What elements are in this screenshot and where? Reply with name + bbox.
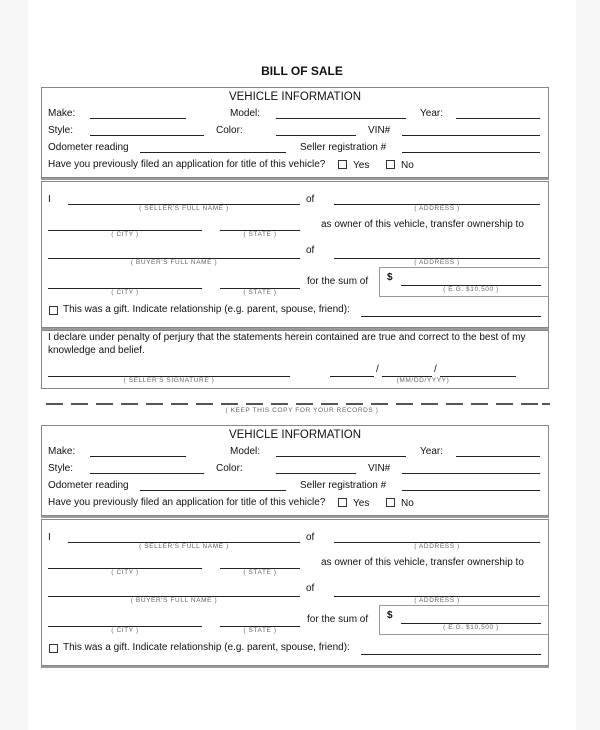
buyer-state-caption: ( STATE ) — [243, 289, 277, 296]
seller-address-caption: ( ADDRESS ) — [414, 205, 460, 212]
sellers-full-name-caption: ( SELLER'S FULL NAME ) — [139, 543, 229, 550]
bill-of-sale-page — [28, 0, 576, 730]
keep-copy-note: ( KEEP THIS COPY FOR YOUR RECORDS ) — [225, 407, 379, 414]
buyer-address-caption: ( ADDRESS ) — [414, 597, 460, 604]
dollar-sign: $ — [387, 610, 393, 621]
of-label-2: of — [306, 583, 315, 594]
sum-label: for the sum of — [307, 276, 369, 287]
style-input[interactable] — [90, 473, 204, 474]
yes-checkbox[interactable] — [338, 498, 347, 507]
model-input[interactable] — [276, 456, 406, 457]
buyer-state-caption: ( STATE ) — [243, 627, 277, 634]
odometer-label: Odometer reading — [48, 142, 129, 153]
relationship-input[interactable] — [361, 654, 541, 655]
year-label: Year: — [420, 108, 443, 119]
gift-text: This was a gift. Indicate relationship (e.g. parent, spouse, friend): — [63, 304, 350, 315]
odometer-input[interactable] — [140, 152, 286, 153]
section-divider — [41, 666, 549, 668]
yes-label: Yes — [353, 498, 370, 509]
of-label-2: of — [306, 245, 315, 256]
seller-address-caption: ( ADDRESS ) — [414, 543, 460, 550]
section-divider — [41, 516, 549, 518]
title-question: Have you previously filed an application for title of this vehicle? — [48, 497, 326, 508]
color-label: Color: — [216, 463, 243, 474]
seller-registration-label: Seller registration # — [300, 142, 387, 153]
model-label: Model: — [230, 108, 261, 119]
vin-label: VIN# — [368, 125, 391, 136]
section-divider — [41, 178, 549, 180]
declaration-line-2: knowledge and belief. — [48, 345, 145, 356]
style-label: Style: — [48, 463, 74, 474]
vehicle-info-header: VEHICLE INFORMATION — [228, 91, 362, 103]
model-input[interactable] — [276, 118, 406, 119]
vin-label: VIN# — [368, 463, 391, 474]
seller-state-caption: ( STATE ) — [243, 569, 277, 576]
vehicle-info-section-copy — [41, 425, 549, 516]
no-label: No — [401, 498, 414, 509]
sum-box — [379, 267, 549, 297]
buyers-full-name-caption: ( BUYER'S FULL NAME ) — [130, 597, 218, 604]
no-label: No — [401, 160, 414, 171]
model-label: Model: — [230, 446, 261, 457]
yes-checkbox[interactable] — [338, 160, 347, 169]
sum-caption: ( E.G. $10,500 ) — [443, 624, 499, 631]
vehicle-info-header: VEHICLE INFORMATION — [228, 429, 362, 441]
transfer-text: as owner of this vehicle, transfer ownership to — [321, 557, 524, 568]
no-checkbox[interactable] — [386, 498, 395, 507]
color-input[interactable] — [276, 135, 356, 136]
date-slash-2: / — [434, 364, 437, 375]
title-question: Have you previously filed an application for title of this vehicle? — [48, 159, 326, 170]
i-label: I — [48, 194, 51, 205]
vehicle-info-section — [41, 87, 549, 178]
buyer-city-caption: ( CITY ) — [111, 289, 139, 296]
vin-input[interactable] — [402, 135, 540, 136]
seller-registration-input[interactable] — [402, 490, 540, 491]
year-label: Year: — [420, 446, 443, 457]
i-label: I — [48, 532, 51, 543]
color-label: Color: — [216, 125, 243, 136]
of-label: of — [306, 532, 315, 543]
buyers-full-name-caption: ( BUYER'S FULL NAME ) — [130, 259, 218, 266]
seller-state-caption: ( STATE ) — [243, 231, 277, 238]
make-label: Make: — [48, 108, 76, 119]
of-label: of — [306, 194, 315, 205]
page-title: BILL OF SALE — [261, 64, 343, 78]
sum-box — [379, 605, 549, 635]
buyer-city-caption: ( CITY ) — [111, 627, 139, 634]
buyer-address-caption: ( ADDRESS ) — [414, 259, 460, 266]
seller-city-caption: ( CITY ) — [111, 569, 139, 576]
yes-label: Yes — [353, 160, 370, 171]
transfer-section — [41, 181, 549, 328]
seller-registration-label: Seller registration # — [300, 480, 387, 491]
make-input[interactable] — [90, 118, 186, 119]
relationship-input[interactable] — [361, 316, 541, 317]
sellers-full-name-caption: ( SELLER'S FULL NAME ) — [139, 205, 229, 212]
sum-label: for the sum of — [307, 614, 369, 625]
transfer-section-copy — [41, 519, 549, 666]
make-label: Make: — [48, 446, 76, 457]
sellers-signature-caption: ( SELLER'S SIGNATURE ) — [123, 377, 215, 384]
year-input[interactable] — [456, 456, 540, 457]
no-checkbox[interactable] — [386, 160, 395, 169]
gift-checkbox[interactable] — [49, 306, 58, 315]
date-slash-1: / — [376, 364, 379, 375]
odometer-input[interactable] — [140, 490, 286, 491]
gift-text: This was a gift. Indicate relationship (e.g. parent, spouse, friend): — [63, 642, 350, 653]
seller-registration-input[interactable] — [402, 152, 540, 153]
style-label: Style: — [48, 125, 74, 136]
style-input[interactable] — [90, 135, 204, 136]
make-input[interactable] — [90, 456, 186, 457]
gift-checkbox[interactable] — [49, 644, 58, 653]
odometer-label: Odometer reading — [48, 480, 129, 491]
vin-input[interactable] — [402, 473, 540, 474]
sum-caption: ( E.G. $10,500 ) — [443, 286, 499, 293]
year-input[interactable] — [456, 118, 540, 119]
color-input[interactable] — [276, 473, 356, 474]
transfer-text: as owner of this vehicle, transfer ownership to — [321, 219, 524, 230]
seller-city-caption: ( CITY ) — [111, 231, 139, 238]
date-format-caption: (MM/DD/YYYY) — [396, 377, 450, 384]
declaration-line-1: I declare under penalty of perjury that the statements herein contained are true and correct to the best of my — [48, 332, 526, 343]
declaration-section — [41, 330, 549, 389]
dollar-sign: $ — [387, 272, 393, 283]
